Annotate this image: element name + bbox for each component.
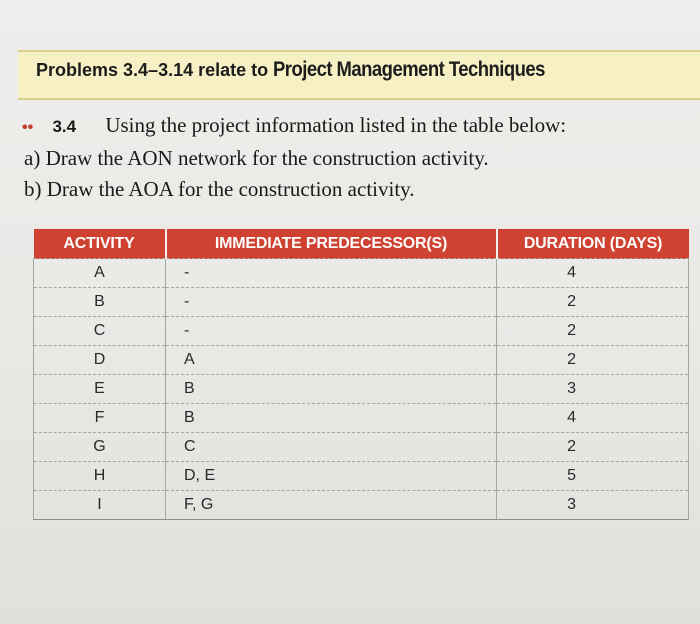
activity-cell: I [34, 491, 166, 520]
predecessor-cell: C [166, 433, 497, 462]
column-header-activity: ACTIVITY [34, 229, 166, 259]
problem-part-b: b) Draw the AOA for the construction activity. [24, 177, 415, 201]
duration-cell: 3 [497, 491, 689, 520]
problem-intro: Using the project information listed in the table below: [105, 113, 567, 137]
duration-cell: 2 [497, 346, 689, 375]
section-header [36, 58, 582, 82]
predecessor-cell: - [166, 288, 497, 317]
activity-table [33, 229, 689, 520]
header-topic: Project Management Techniques [273, 58, 546, 81]
table-row [34, 404, 689, 433]
column-header-predecessors: IMMEDIATE PREDECESSOR(S) [166, 229, 497, 259]
activity-cell: B [34, 288, 166, 317]
table-row [34, 259, 689, 288]
activity-cell: C [34, 317, 166, 346]
predecessor-cell: A [166, 346, 497, 375]
predecessor-cell: - [166, 259, 497, 288]
duration-cell: 4 [497, 404, 689, 433]
predecessor-cell: D, E [166, 462, 497, 491]
problem-intro-line [22, 113, 566, 138]
column-header-duration: DURATION (DAYS) [497, 229, 689, 259]
table-row [34, 317, 689, 346]
difficulty-dots: •• [22, 119, 34, 136]
table-row [34, 375, 689, 404]
problem-number: 3.4 [52, 117, 77, 136]
table-row [34, 288, 689, 317]
predecessor-cell: - [166, 317, 497, 346]
predecessor-cell: B [166, 404, 497, 433]
duration-cell: 2 [497, 288, 689, 317]
activity-cell: H [34, 462, 166, 491]
table-row [34, 491, 689, 520]
duration-cell: 2 [497, 433, 689, 462]
activity-cell: D [34, 346, 166, 375]
table-row [34, 346, 689, 375]
header-prefix: Problems 3.4–3.14 relate to [36, 60, 269, 80]
predecessor-cell: B [166, 375, 497, 404]
activity-cell: F [34, 404, 166, 433]
activity-cell: A [34, 259, 166, 288]
predecessor-cell: F, G [166, 491, 497, 520]
table-row [34, 433, 689, 462]
duration-cell: 4 [497, 259, 689, 288]
table-header-row [34, 229, 689, 259]
activity-cell: G [34, 433, 166, 462]
duration-cell: 3 [497, 375, 689, 404]
duration-cell: 5 [497, 462, 689, 491]
activity-cell: E [34, 375, 166, 404]
duration-cell: 2 [497, 317, 689, 346]
table-row [34, 462, 689, 491]
problem-part-a: a) Draw the AON network for the construction activity. [24, 146, 489, 170]
